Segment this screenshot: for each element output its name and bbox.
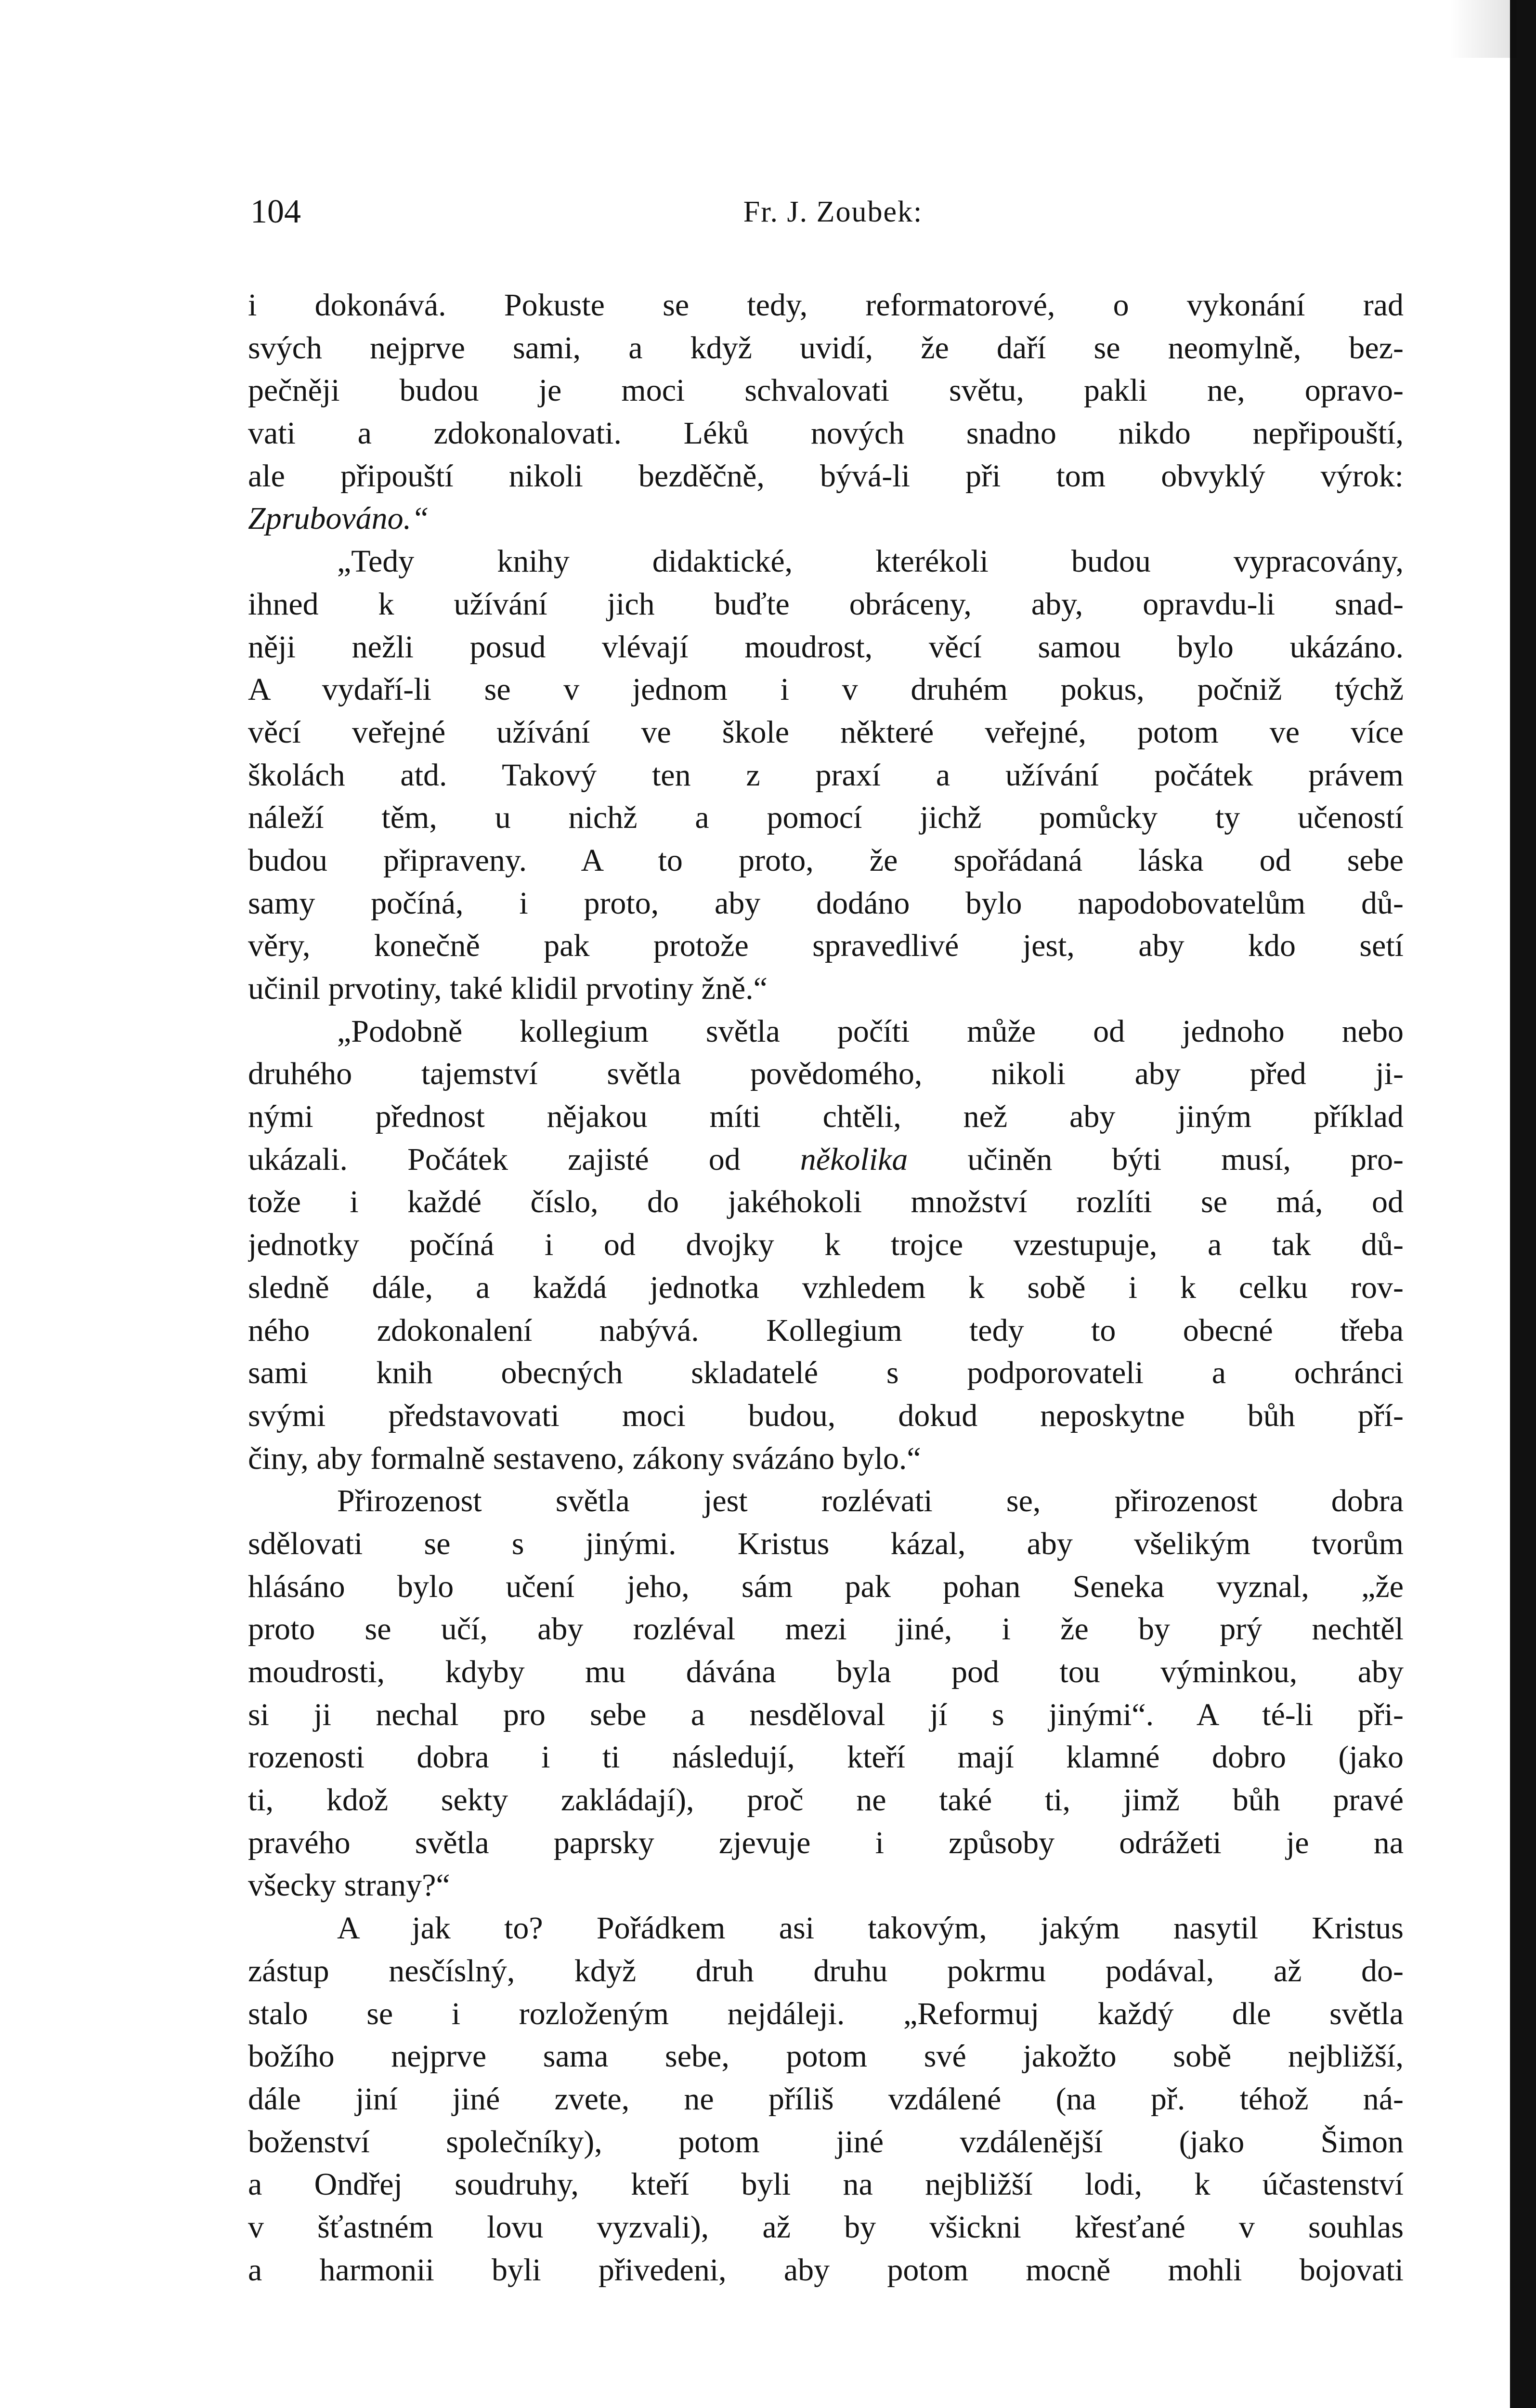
text-line: pravého světla paprsky zjevuje i způsoby odrážeti je na — [248, 1825, 1404, 1860]
italic-word: několika — [800, 1141, 908, 1177]
text-line: božího nejprve sama sebe, potom své jakožto sobě nejbližší, — [248, 2039, 1404, 2074]
text-line: sami knih obecných skladatelé s podporovateli a ochránci — [248, 1355, 1404, 1391]
text-line: proto se učí, aby rozléval mezi jiné, i že by prý nechtěl — [248, 1611, 1404, 1647]
text-line: boženství společníky), potom jiné vzdálenější (jako Šimon — [248, 2124, 1404, 2159]
text-line-paragraph-end: učinil prvotiny, také klidil prvotiny žně.“ — [248, 971, 768, 1006]
text-line: stalo se i rozloženým nejdáleji. „Reformuj každý dle světla — [248, 1996, 1404, 2031]
text-line: dále jiní jiné zvete, ne příliš vzdálené (na př. téhož ná- — [248, 2081, 1404, 2117]
text-line: pečněji budou je moci schvalovati světu, pakli ne, opravo- — [248, 373, 1404, 408]
text-line-paragraph-start: A jak to? Pořádkem asi takovým, jakým nasytil Kristus — [337, 1911, 1404, 1946]
text-line: sdělovati se s jinými. Kristus kázal, aby všelikým tvorům — [248, 1526, 1404, 1561]
text-line: v šťastném lovu vyzvali), až by všickni křesťané v souhlas — [248, 2209, 1404, 2245]
text-line: A vydaří-li se v jednom i v druhém pokus, počniž týchž — [248, 672, 1404, 707]
text-line: a harmonii byli přivedeni, aby potom mocně mohli bojovati — [248, 2252, 1404, 2288]
text-line: věcí veřejné užívání ve škole některé veřejné, potom ve více — [248, 714, 1404, 750]
text-line: budou připraveny. A to proto, že spořádaná láska od sebe — [248, 842, 1404, 878]
text-line: ihned k užívání jich buďte obráceny, aby, opravdu-li snad- — [248, 586, 1404, 622]
text-line: a Ondřej soudruhy, kteří byli na nejbližší lodi, k účastenství — [248, 2167, 1404, 2202]
text-line: jednotky počíná i od dvojky k trojce vzestupuje, a tak dů- — [248, 1227, 1404, 1263]
book-spine-edge — [1510, 0, 1536, 2408]
text-line-paragraph-start: „Podobně kollegium světla počíti může od jednoho nebo — [337, 1013, 1404, 1049]
text-line-paragraph-start: „Tedy knihy didaktické, kterékoli budou vypracovány, — [337, 544, 1404, 579]
text-line: rozenosti dobra i ti následují, kteří mají klamné dobro (jako — [248, 1740, 1404, 1775]
text-line-paragraph-end: všecky strany?“ — [248, 1868, 450, 1903]
text-line: tože i každé číslo, do jakéhokoli množství rozlíti se má, od — [248, 1184, 1404, 1220]
text-line: svých nejprve sami, a když uvidí, že daří se neomylně, bez- — [248, 330, 1404, 366]
text-line: hlásáno bylo učení jeho, sám pak pohan Seneka vyznal, „že — [248, 1569, 1404, 1604]
text-line-paragraph-end: Zprubováno.“ — [248, 501, 429, 537]
text-line: věry, konečně pak protože spravedlivé jest, aby kdo setí — [248, 928, 1404, 964]
text-line-paragraph-end: činy, aby formalně sestaveno, zákony svázáno bylo.“ — [248, 1440, 921, 1476]
running-head-title: Fr. J. Zoubek: — [743, 196, 923, 228]
text-line-paragraph-start: Přirozenost světla jest rozlévati se, přirozenost dobra — [337, 1483, 1404, 1519]
text-line: nými přednost nějakou míti chtěli, než aby jiným příklad — [248, 1099, 1404, 1135]
body-text — [248, 284, 1404, 2291]
page-number: 104 — [250, 193, 301, 230]
text-line: si ji nechal pro sebe a nesděloval jí s jinými“. A té-li při- — [248, 1697, 1404, 1732]
text-line: něji nežli posud vlévají moudrost, věcí samou bylo ukázáno. — [248, 629, 1404, 665]
text-line: i dokonává. Pokuste se tedy, reformatorové, o vykonání rad — [248, 288, 1404, 323]
text-line: zástup nesčíslný, když druh druhu pokrmu podával, až do- — [248, 1953, 1404, 1989]
running-head — [250, 190, 1416, 243]
text-line: ukázali. Počátek zajisté od několika učiněn býti musí, pro- — [248, 1141, 1404, 1177]
text-line: druhého tajemství světla povědomého, nikoli aby před ji- — [248, 1056, 1404, 1092]
text-line: ného zdokonalení nabývá. Kollegium tedy to obecné třeba — [248, 1312, 1404, 1348]
text-line: samy počíná, i proto, aby dodáno bylo napodobovatelům dů- — [248, 885, 1404, 921]
text-line: náleží těm, u nichž a pomocí jichž pomůcky ty učeností — [248, 800, 1404, 836]
text-line: ti, kdož sekty zakládají), proč ne také ti, jimž bůh pravé — [248, 1782, 1404, 1818]
text-line: vati a zdokonalovati. Léků nových snadno nikdo nepřipouští, — [248, 416, 1404, 451]
text-line: školách atd. Takový ten z praxí a užívání počátek právem — [248, 757, 1404, 793]
text-line: svými představovati moci budou, dokud neposkytne bůh pří- — [248, 1398, 1404, 1433]
text-line: moudrosti, kdyby mu dávána byla pod tou výminkou, aby — [248, 1654, 1404, 1689]
text-line: sledně dále, a každá jednotka vzhledem k sobě i k celku rov- — [248, 1269, 1404, 1305]
text-line: ale připouští nikoli bezděčně, bývá-li při tom obvyklý výrok: — [248, 458, 1404, 494]
scan-shadow — [1449, 0, 1517, 58]
